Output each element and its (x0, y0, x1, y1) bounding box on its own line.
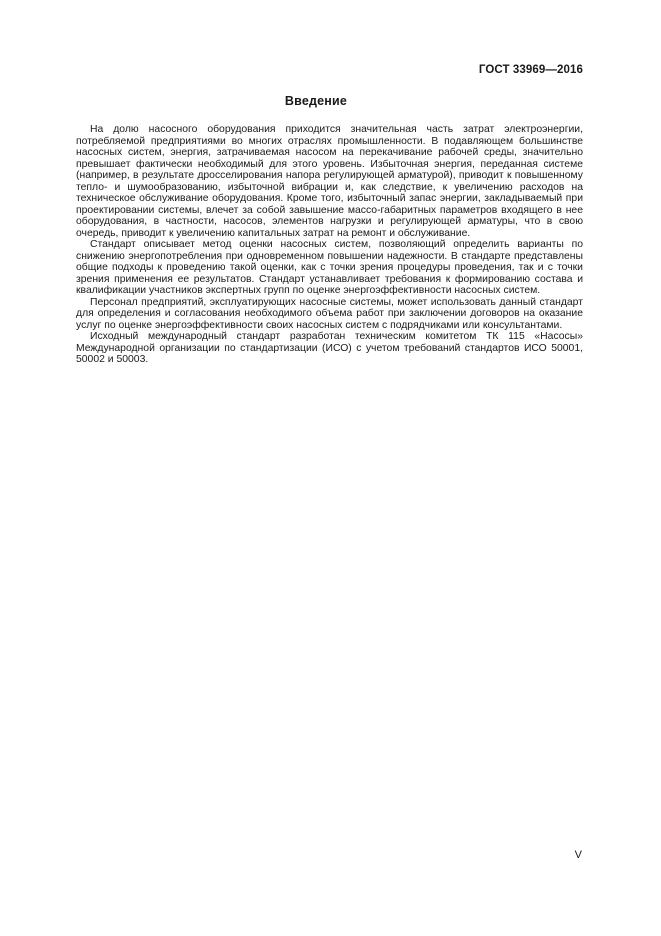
section-title: Введение (284, 94, 348, 108)
paragraph: На долю насосного оборудования приходится значительная часть затрат электроэнергии, потребляемой предприятиями во многих отраслях промышленности. В подавляющем большинстве насосных систем, энергия, затрачиваемая насосом на перекачивание рабочей среды, значительно превышает фактически необходимый для этого уровень. Избыточная энергия, переданная системе (например, в результате дросселирования напора регулирующей арматурой), приводит к повышенному тепло- и шумообразованию, избыточной вибрации и, как следствие, к увеличению расходов на техническое обслуживание оборудования. Кроме того, избыточный запас энергии, закладываемый при проектировании системы, влечет за собой завышение массо-габаритных параметров входящего в нее оборудования, в частности, насосов, элементов нагрузки и регулирующей арматуры, что в свою очередь, приводит к увеличению капитальных затрат на ремонт и обслуживание. (76, 124, 583, 239)
introduction-body (76, 124, 583, 366)
page-number: V (574, 849, 582, 861)
paragraph: Стандарт описывает метод оценки насосных систем, позволяющий определить варианты по снижению энергопотребления при одновременном повышении надежности. В стандарте представлены общие подходы к проведению такой оценки, как с точки зрения процедуры проведения, так и с точки зрения применения ее результатов. Стандарт устанавливает требования к формированию состава и квалификации участников экспертных групп по оценке энергоэффективности насосных систем. (76, 239, 583, 296)
paragraph: Персонал предприятий, эксплуатирующих насосные системы, может использовать данный стандарт для определения и согласования необходимого объема работ при заключении договоров на оказание услуг по оценке энергоэффективности своих насосных систем с подрядчиками или консультантами. (76, 296, 583, 331)
paragraph: Исходный международный стандарт разработан техническим комитетом ТК 115 «Насосы» Международной организации по стандартизации (ИСО) с учетом требований стандартов ИСО 50001, 50002 и 50003. (76, 331, 583, 365)
standard-code: ГОСТ 33969—2016 (478, 64, 583, 76)
